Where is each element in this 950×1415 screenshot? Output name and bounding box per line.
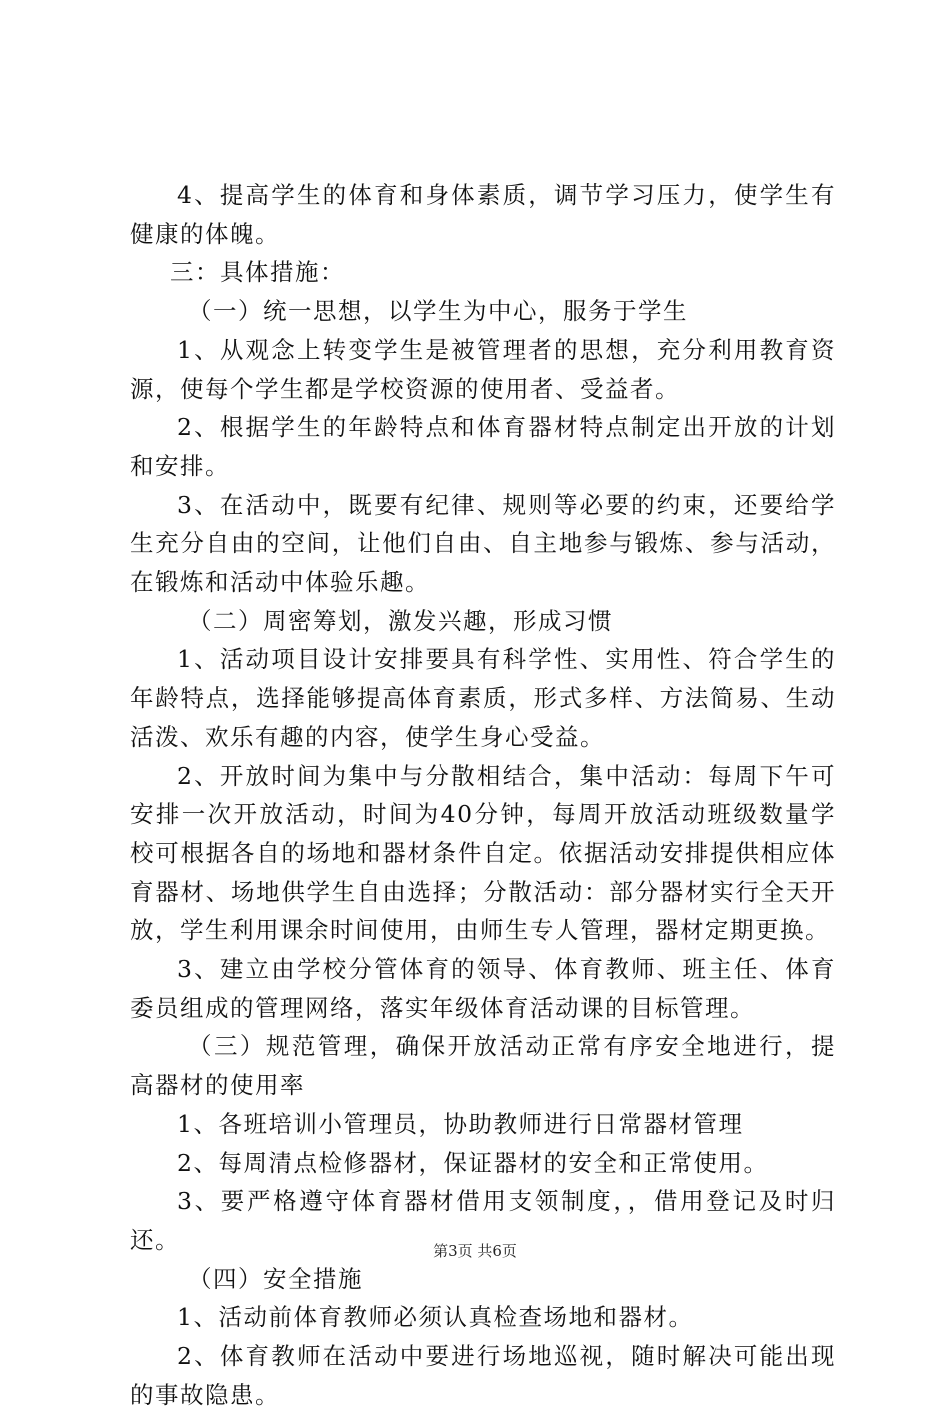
document-body: [130, 176, 836, 1415]
paragraph-item: 1、从观念上转变学生是被管理者的思想，充分利用教育资源，使每个学生都是学校资源的使用者、受益者。: [130, 335, 836, 403]
paragraph-item: 2、根据学生的年龄特点和体育器材特点制定出开放的计划和安排。: [130, 413, 836, 480]
paragraph-item: 1、活动项目设计安排要具有科学性、实用性、符合学生的年龄特点，选择能够提高体育素质，形式多样、方法简易、生动活泼、欢乐有趣的内容，使学生身心受益。: [130, 645, 836, 751]
subheading-careful-planning: （二）周密筹划，激发兴趣，形成习惯: [188, 606, 613, 635]
paragraph-item: 1、活动前体育教师必须认真检查场地和器材。: [177, 1303, 694, 1332]
paragraph-item: 1、各班培训小管理员，协助教师进行日常器材管理: [177, 1109, 744, 1138]
paragraph-item: 2、开放时间为集中与分散相结合，集中活动：每周下午可安排一次开放活动，时间为40分钟，每周开放活动班级数量学校可根据各自的场地和器材条件自定。依据活动安排提供相应体育器材、场地供学生自由选择；分散活动：部分器材实行全天开放，学生利用课余时间使用，由师生专人管理，器材定期更换。: [130, 761, 836, 945]
paragraph-item: 2、每周清点检修器材，保证器材的安全和正常使用。: [177, 1148, 769, 1177]
subheading-standard-management: （三）规范管理，确保开放活动正常有序安全地进行，提高器材的使用率: [130, 1032, 836, 1100]
paragraph-item: 2、体育教师在活动中要进行场地巡视，随时解决可能出现的事故隐患。: [130, 1342, 836, 1409]
subheading-safety-measures: （四）安全措施: [188, 1264, 363, 1293]
paragraph-item: 3、要严格遵守体育器材借用支领制度，，借用登记及时归还。: [130, 1187, 836, 1254]
section-heading-measures: 三：具体措施：: [170, 258, 345, 287]
paragraph-item: 3、在活动中，既要有纪律、规则等必要的约束，还要给学生充分自由的空间，让他们自由、自主地参与锻炼、参与活动，在锻炼和活动中体验乐趣。: [130, 490, 836, 597]
page-number-footer: 第3页 共6页: [433, 1242, 517, 1260]
paragraph-goal-4: 4、提高学生的体育和身体素质，调节学习压力，使学生有健康的体魄。: [130, 181, 836, 248]
subheading-unify-thinking: （一）统一思想，以学生为中心，服务于学生: [188, 297, 688, 326]
paragraph-item: 3、建立由学校分管体育的领导、体育教师、班主任、体育委员组成的管理网络，落实年级体育活动课的目标管理。: [130, 955, 836, 1022]
